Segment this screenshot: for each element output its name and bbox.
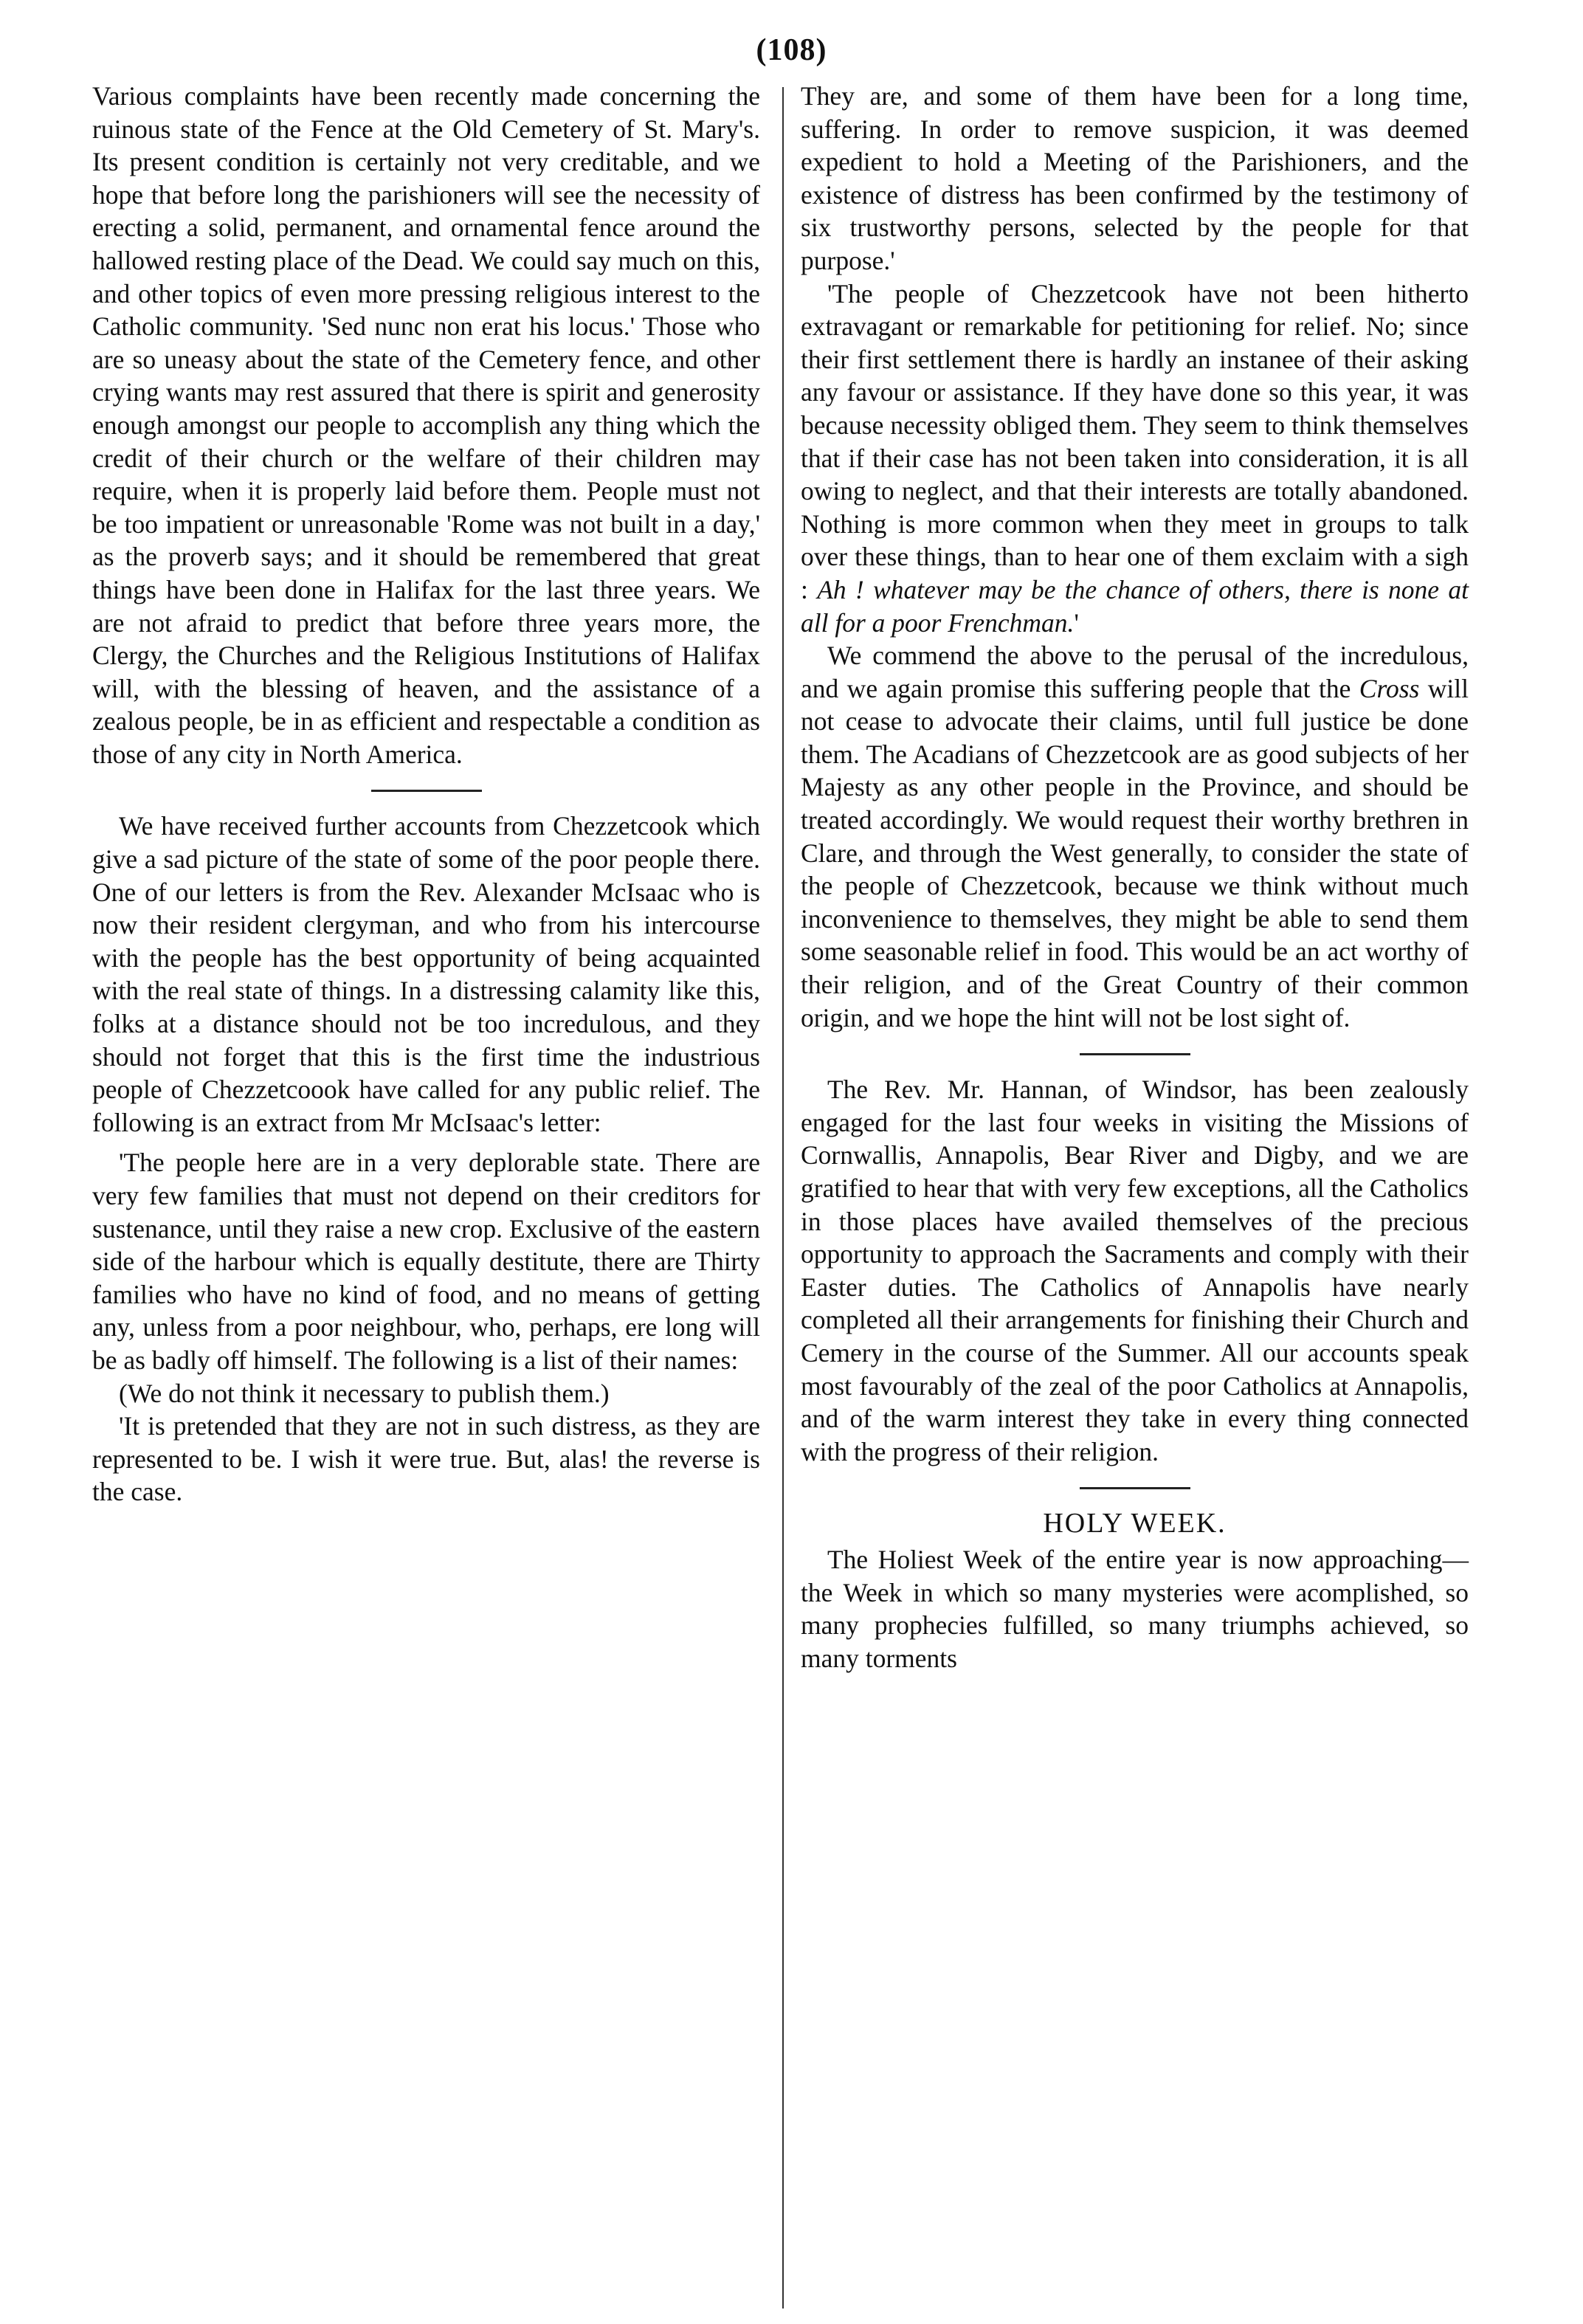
article-3-rest: will not cease to advocate their claims, until full justice be done them. The Acadians of Chezzetcook are as good subjects of her Majesty as any other people in the Province, and should be treated accordingly. We would request their worthy brethren in Clare, and through the West generally, to consider the state of the people of Chezzetcook, because we think without much inconvenience to themselves, they might be able to send them some seasonable relief in food. This would be an act worthy of their religion, and of the Great Country of their common origin, and we hope the hint will not be lost sight of.	[801, 673, 1469, 1032]
quote-3-italic: Ah ! whatever may be the chance of others, there is none at all for a poor Frenchman.	[801, 574, 1469, 638]
letter-quote-2: 'It is pretended that they are not in such distress, as they are represented to be. I wish it were true. But, alas! the reverse is the case.	[92, 1411, 760, 1507]
article-3-lead: We commend the above to the perusal of the incredulous, and we again promise this suffering people that the	[801, 641, 1469, 703]
article-3-italic: Cross	[1359, 673, 1420, 703]
letter-quote-2-continued: They are, and some of them have been for a long time, suffering. In order to remove suspicion, it was deemed expedient to hold a Meeting of the Parishioners, and the existence of distress has been confirmed by the testimony of six trustworthy persons, selected by the people for that purpose.'	[801, 81, 1469, 275]
article-windsor-missions: The Rev. Mr. Hannan, of Windsor, has been zealously engaged for the last four weeks in visiting the Missions of Cornwallis, Annapolis, Bear River and Digby, and we are gratified to hear that with very few exceptions, all the Catholics in those places have availed themselves of the precious opportunity to approach the Sacraments and comply with their Easter duties. The Catholics of Annapolis have nearly completed all their arrangements for finishing their Church and Cemery in the course of the Summer. All our accounts speak most favourably of the zeal of the poor Catholics at Annapolis, and of the warm interest they take in every thing connected with the progress of their religion.	[801, 1075, 1469, 1466]
section-divider	[371, 790, 482, 792]
letter-quote-3	[801, 277, 1469, 640]
quote-3-end: '	[1074, 607, 1079, 638]
quote-3-lead: 'The people of Chezzetcook have not been hitherto extravagant or remarkable for petitioning for relief. No; since their first settlement there is hardly an instanee of their asking any favour or assistance. If they have done so this year, it was because necessity obliged them. They seem to think themselves that if their case has not been taken into consideration, it is all owing to neglect, and that their interests are totally abandoned. Nothing is more common when they meet in groups to talk over these things, than to hear one of them exclaim with a sigh :	[801, 278, 1469, 604]
editor-note: (We do not think it necessary to publish them.)	[119, 1378, 610, 1408]
letter-quote-1: 'The people here are in a very deplorable state. There are very few families that must not depend on their creditors for sustenance, until they raise a new crop. Exclusive of the eastern side of the harbour which is equally destitute, there are Thirty families who have no kind of food, and no means of getting any, unless from a poor neighbour, who, perhaps, ere long will be as badly off himself. The following is a list of their names:	[92, 1148, 760, 1375]
column-rule	[782, 87, 784, 2309]
left-column	[92, 80, 760, 1508]
right-column	[801, 80, 1469, 1675]
article-chezzetcook: We have received further accounts from Chezzetcook which give a sad picture of the state of some of the poor people there. One of our letters is from the Rev. Alexander McIsaac who is now their resident clergyman, and who from his intercourse with the people has the best opportunity of being acquainted with the real state of things. In a distressing calamity like this, folks at a distance should not be too incredulous, and they should not forget that this is the first time the industrious people of Chezzetcoook have called for any public relief. The following is an extract from Mr McIsaac's letter:	[92, 811, 760, 1137]
article-holy-week: The Holiest Week of the entire year is now approaching—the Week in which so many mysteries were acomplished, so many prophecies fulfilled, so many triumphs achieved, so many torments	[801, 1544, 1469, 1673]
article-cemetery-fence: Various complaints have been recently made concerning the ruinous state of the Fence at the Old Cemetery of St. Mary's. Its present condition is certainly not very creditable, and we hope that before long the parishioners will see the necessity of erecting a solid, permanent, and ornamental fence around the hallowed resting place of the Dead. We could say much on this, and other topics of even more pressing religious interest to the Catholic community. 'Sed nunc non erat his locus.' Those who are so uneasy about the state of the Cemetery fence, and other crying wants may rest assured that there is spirit and generosity enough amongst our people to accomplish any thing which the credit of their church or the welfare of their children may require, when it is properly laid before them. People must not be too impatient or unreasonable 'Rome was not built in a day,' as the proverb says; and it should be remembered that great things have been done in Halifax for the last three years. We are not afraid to predict that before three years more, the Clergy, the Churches and the Religious Institutions of Halifax will, with the blessing of heaven, and the assistance of a zealous people, be in as efficient and respectable a condition as those of any city in North America.	[92, 81, 760, 769]
section-divider	[1080, 1487, 1190, 1489]
section-divider	[1080, 1053, 1190, 1055]
page-number: (108)	[756, 33, 827, 67]
section-heading: HOLY WEEK.	[1043, 1508, 1227, 1539]
article-commendation	[801, 639, 1469, 1034]
